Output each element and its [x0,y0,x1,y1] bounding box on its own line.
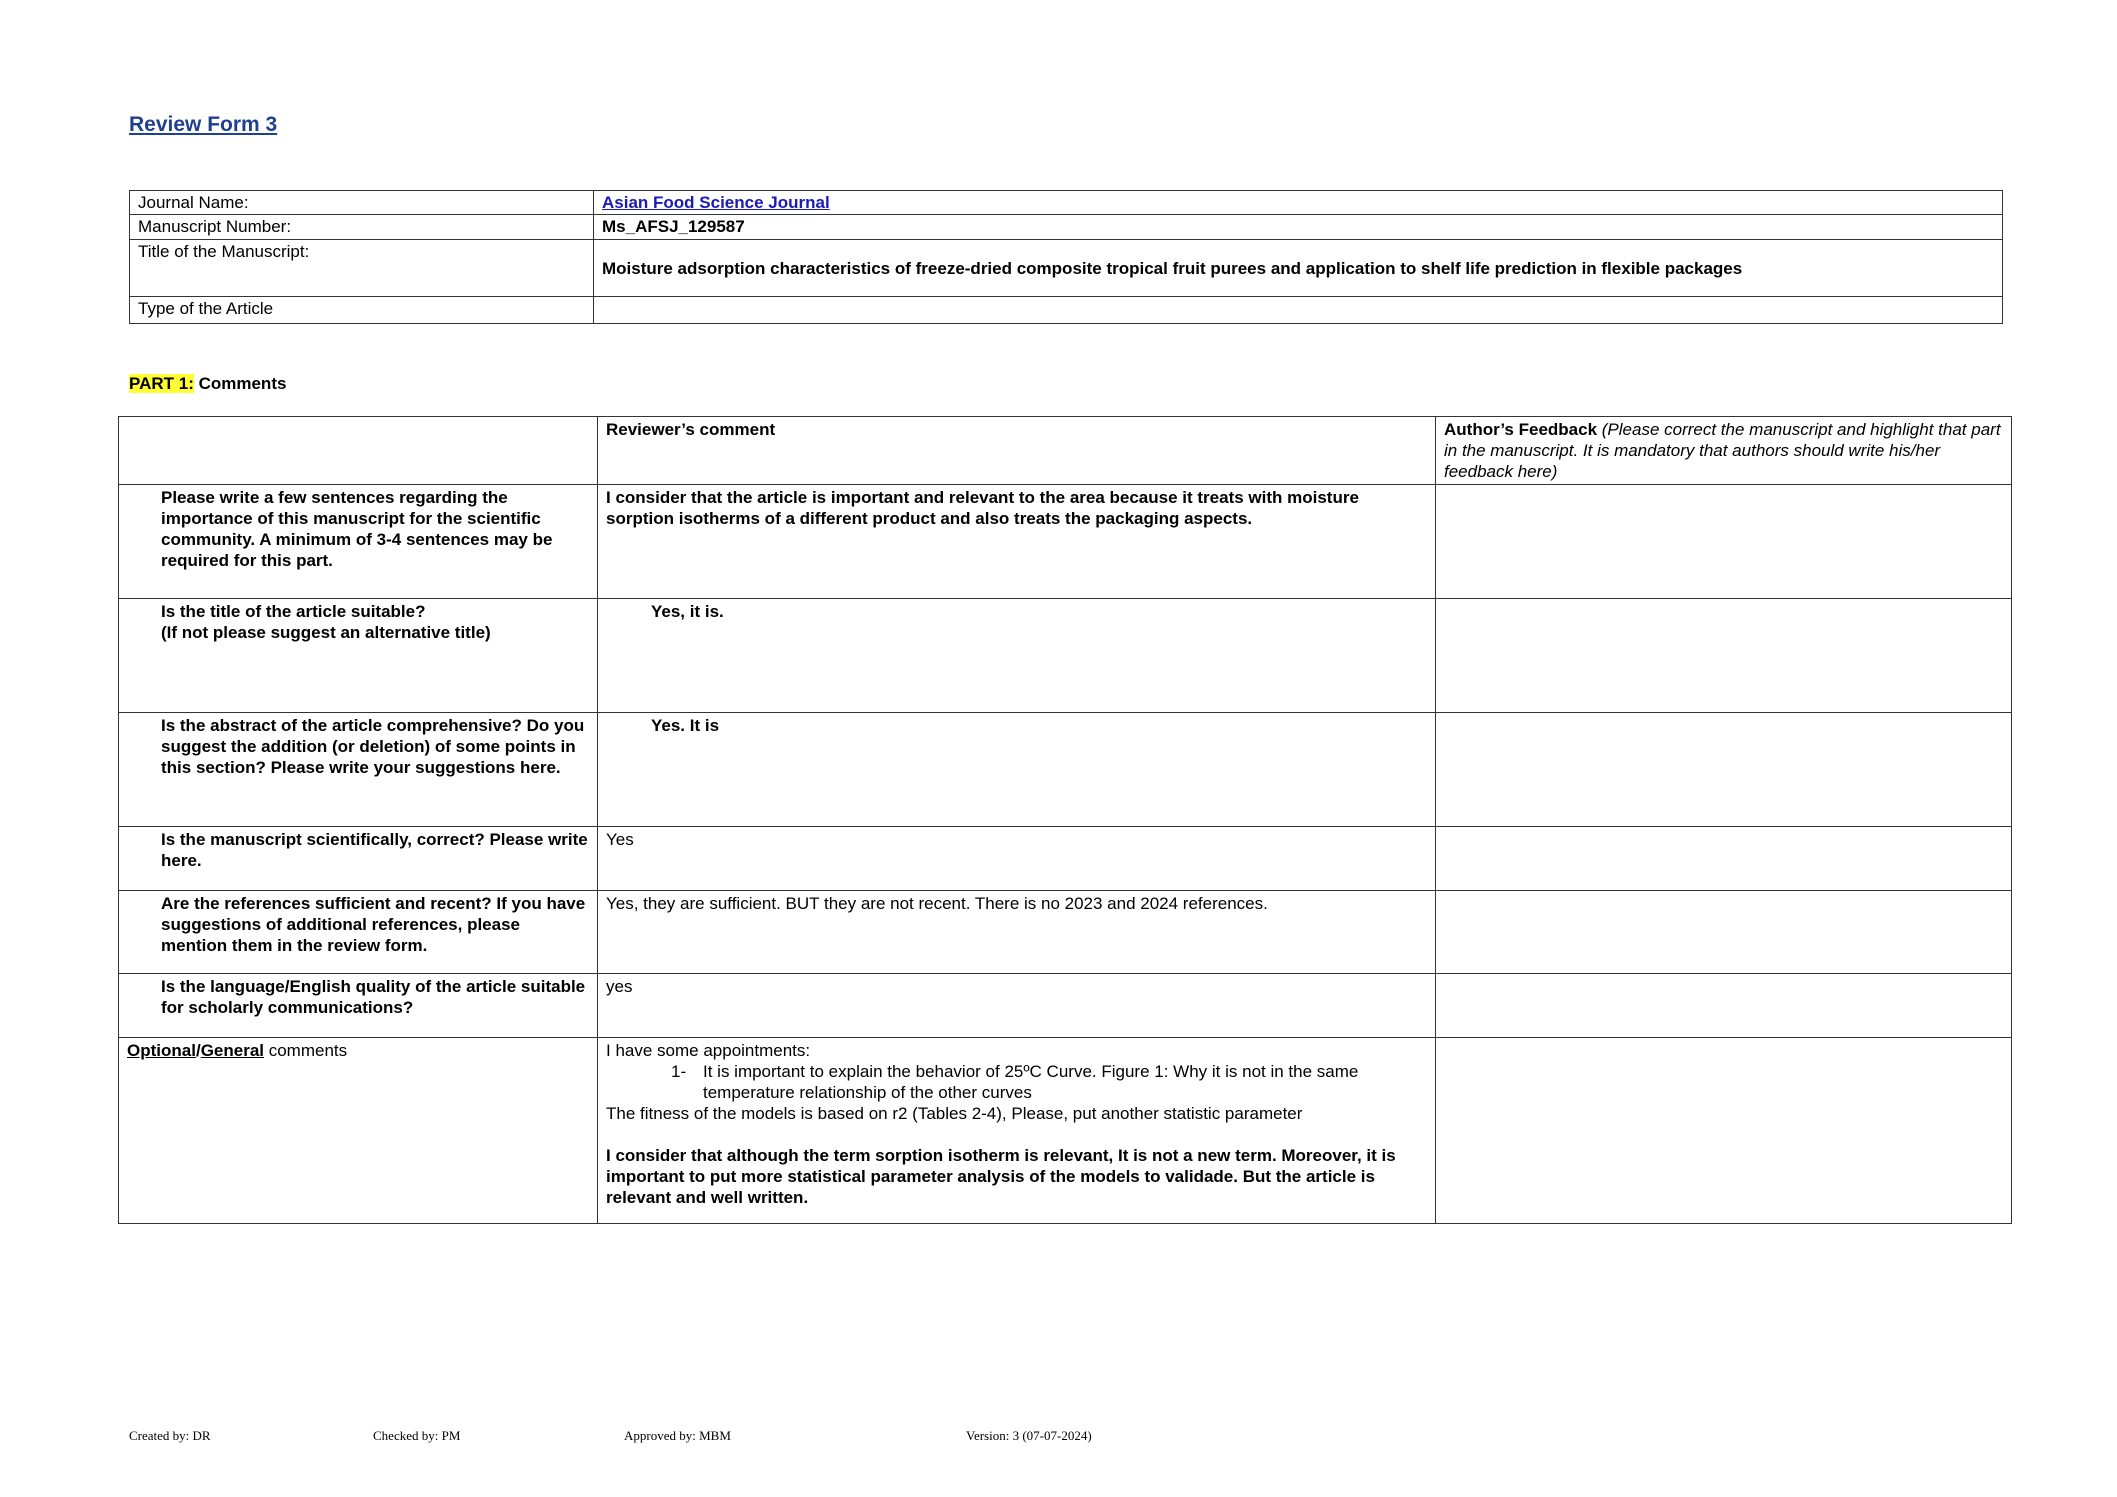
author-feedback-cell[interactable] [1436,485,2012,599]
manuscript-title-row [130,240,2003,297]
footer-approved-by: Approved by: MBM [624,1428,731,1443]
question-scientific: Is the manuscript scientifically, correct? Please write here. [119,827,598,891]
header-author-feedback [1436,417,2012,485]
table-row [119,485,2012,599]
question-importance: Please write a few sentences regarding the importance of this manuscript for the scientific community. A minimum of 3-4 sentences may be required for this part. [119,485,598,599]
answer-title: Yes, it is. [651,602,724,621]
answer-abstract-cell [598,713,1436,827]
question-abstract: Is the abstract of the article comprehensive? Do you suggest the addition (or deletion) of some points in this section? Please write your suggestions here. [119,713,598,827]
table-row [119,713,2012,827]
manuscript-title-value: Moisture adsorption characteristics of freeze-dried composite tropical fruit purees and application to shelf life prediction in flexible packages [594,240,2003,297]
comments-word: comments [264,1041,348,1060]
footer-checked-by: Checked by: PM [373,1428,461,1443]
list-text: It is important to explain the behavior of 25ºC Curve. Figure 1: Why it is not in the same temperature relationship of the other curves [703,1062,1359,1102]
author-feedback-cell[interactable] [1436,1038,2012,1224]
answer-title-cell [598,599,1436,713]
answer-importance: I consider that the article is important and relevant to the area because it treats with moisture sorption isotherms of a different product and also treats the packaging aspects. [598,485,1436,599]
optional-comments-row [119,1038,2012,1224]
optional-fitness: The fitness of the models is based on r2 (Tables 2-4), Please, put another statistic parameter [606,1104,1303,1123]
author-feedback-cell[interactable] [1436,827,2012,891]
optional-separator: / [195,1041,201,1060]
footer-created-by: Created by: DR [129,1428,211,1443]
answer-scientific: Yes [598,827,1436,891]
article-type-label: Type of the Article [130,297,594,324]
general-word: General [200,1041,264,1060]
question-title: Is the title of the article suitable? (If not please suggest an alternative title) [119,599,598,713]
form-title: Review Form 3 [129,113,278,136]
header-empty-cell [119,417,598,485]
optional-intro: I have some appointments: [606,1041,811,1060]
journal-name-link[interactable]: Asian Food Science Journal [602,193,830,212]
table-row [119,891,2012,974]
manuscript-title-label: Title of the Manuscript: [130,240,594,297]
manuscript-number-label: Manuscript Number: [130,215,594,240]
author-feedback-instructions: (Please correct the manuscript and highlight that part in the manuscript. It is mandatory that authors should write his/her feedback here) [1444,420,2001,481]
part1-suffix: Comments [193,374,287,393]
journal-value-cell [594,191,2003,215]
header-reviewer-comment: Reviewer’s comment [598,417,1436,485]
table-row [119,599,2012,713]
answer-language: yes [598,974,1436,1038]
author-feedback-label: Author’s Feedback [1444,420,1598,439]
journal-row [130,191,2003,215]
part1-heading [129,374,286,394]
comments-table [118,416,2012,1224]
table-row [119,974,2012,1038]
comments-header-row [119,417,2012,485]
optional-comments-content [598,1038,1436,1224]
optional-word: Optional [127,1041,196,1060]
optional-comments-label [119,1038,598,1224]
table-row [119,827,2012,891]
footer-version: Version: 3 (07-07-2024) [966,1428,1092,1443]
author-feedback-cell[interactable] [1436,974,2012,1038]
manuscript-info-table [129,190,2003,324]
part1-label: PART 1: [129,374,194,393]
question-references: Are the references sufficient and recent? If you have suggestions of additional references, please mention them in the review form. [119,891,598,974]
list-item [671,1061,1427,1103]
journal-label: Journal Name: [130,191,594,215]
optional-conclusion: I consider that although the term sorption isotherm is relevant, It is not a new term. Moreover, it is important to put more statistical parameter analysis of the models to validade. But the article is relevant and well written. [606,1146,1396,1207]
question-language: Is the language/English quality of the article suitable for scholarly communications? [119,974,598,1038]
list-number: 1- [671,1062,687,1081]
manuscript-number-row [130,215,2003,240]
author-feedback-cell[interactable] [1436,891,2012,974]
answer-references: Yes, they are sufficient. BUT they are not recent. There is no 2023 and 2024 references. [598,891,1436,974]
answer-abstract: Yes. It is [651,716,720,735]
author-feedback-cell[interactable] [1436,599,2012,713]
article-type-value[interactable] [594,297,2003,324]
manuscript-number-value: Ms_AFSJ_129587 [594,215,2003,240]
author-feedback-cell[interactable] [1436,713,2012,827]
article-type-row [130,297,2003,324]
